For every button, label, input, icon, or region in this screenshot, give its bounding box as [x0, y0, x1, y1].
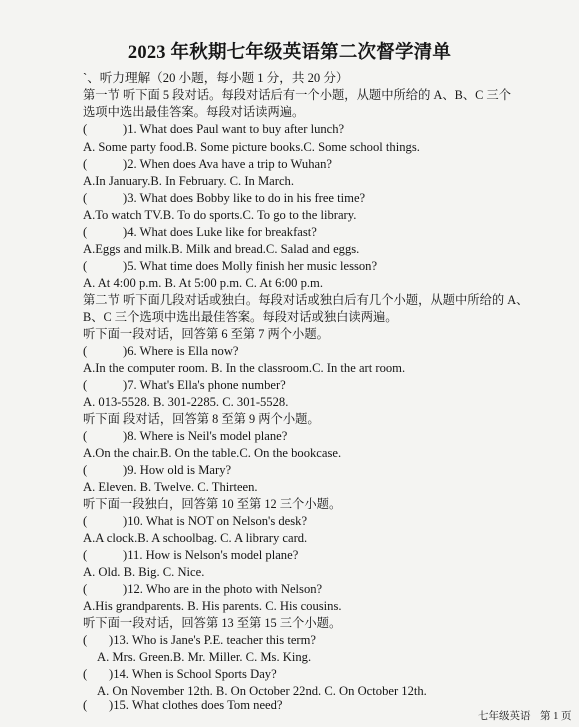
- part1-intro-line1: 第一节 听下面 5 段对话。每段对话后有一个小题，从题中所给的 A、B、C 三个: [83, 88, 512, 102]
- question-10-options: A.A clock.B. A schoolbag. C. A library card.: [83, 531, 308, 545]
- question-14: [83, 666, 277, 682]
- question-13: [83, 632, 316, 648]
- footer-page-number: 第 1 页: [540, 711, 572, 722]
- question-10: [83, 513, 307, 529]
- question-text: )15. What clothes does Tom need?: [109, 698, 283, 712]
- answer-bracket: (: [83, 191, 88, 205]
- page-title: 2023 年秋期七年级英语第二次督学清单: [127, 43, 452, 63]
- question-text: )5. What time does Molly finish her music lesson?: [123, 259, 378, 273]
- answer-bracket: (: [83, 514, 88, 528]
- question-6: [83, 343, 239, 359]
- question-5-options: A. At 4:00 p.m. B. At 5:00 p.m. C. At 6:00 p.m.: [83, 276, 324, 290]
- question-11: [83, 547, 298, 563]
- answer-bracket: (: [83, 225, 88, 239]
- question-2: [83, 156, 332, 172]
- question-text: )4. What does Luke like for breakfast?: [123, 225, 317, 239]
- group-instruction-6-7: 听下面一段对话，回答第 6 至第 7 两个小题。: [83, 327, 329, 341]
- question-text: )1. What does Paul want to buy after lunch?: [123, 122, 345, 136]
- answer-bracket: (: [83, 122, 88, 136]
- question-1-options: A. Some party food.B. Some picture books.C. Some school things.: [83, 140, 420, 154]
- question-8: [83, 428, 287, 444]
- question-12: [83, 581, 322, 597]
- question-15: [83, 697, 283, 713]
- answer-bracket: (: [83, 633, 88, 647]
- question-7: [83, 377, 286, 393]
- section-heading-text: 、听力理解（20 小题，每小题 1 分，共 20 分）: [87, 71, 349, 85]
- answer-bracket: (: [83, 259, 88, 273]
- part1-intro-line2: 选项中选出最佳答案。每段对话读两遍。: [83, 105, 305, 119]
- answer-bracket: (: [83, 463, 88, 477]
- question-text: )11. How is Nelson's model plane?: [123, 548, 299, 562]
- question-text: )2. When does Ava have a trip to Wuhan?: [123, 157, 332, 171]
- question-text: )12. Who are in the photo with Nelson?: [123, 582, 323, 596]
- answer-bracket: (: [83, 667, 88, 681]
- question-text: )14. When is School Sports Day?: [109, 667, 277, 681]
- question-text: )7. What's Ella's phone number?: [123, 378, 286, 392]
- question-9: [83, 462, 231, 478]
- question-11-options: A. Old. B. Big. C. Nice.: [83, 565, 205, 579]
- question-4: [83, 224, 317, 240]
- group-instruction-8-9: 听下面 段对话，回答第 8 至第 9 两个小题。: [83, 412, 320, 426]
- answer-bracket: (: [83, 582, 88, 596]
- answer-bracket: (: [83, 429, 88, 443]
- question-text: )3. What does Bobby like to do in his free time?: [123, 191, 366, 205]
- question-1: [83, 121, 344, 137]
- question-7-options: A. 013-5528. B. 301-2285. C. 301-5528.: [83, 395, 289, 409]
- question-2-options: A.In January.B. In February. C. In March.: [83, 174, 295, 188]
- question-9-options: A. Eleven. B. Twelve. C. Thirteen.: [83, 480, 258, 494]
- part2-intro-line1: 第二节 听下面几段对话或独白。每段对话或独白后有几个小题，从题中所给的 A、: [83, 293, 529, 307]
- answer-bracket: (: [83, 157, 88, 171]
- question-3: [83, 190, 365, 206]
- question-12-options: A.His grandparents. B. His parents. C. His cousins.: [83, 599, 342, 613]
- question-6-options: A.In the computer room. B. In the classroom.C. In the art room.: [83, 361, 406, 375]
- question-14-options: A. On November 12th. B. On October 22nd. C. On October 12th.: [97, 684, 427, 698]
- answer-bracket: (: [83, 548, 88, 562]
- question-text: )8. Where is Neil's model plane?: [123, 429, 288, 443]
- question-5: [83, 258, 377, 274]
- answer-bracket: (: [83, 344, 88, 358]
- answer-bracket: (: [83, 378, 88, 392]
- part2-intro-line2: B、C 三个选项中选出最佳答案。每段对话或独白读两遍。: [83, 310, 398, 324]
- footer-subject: 七年级英语: [478, 711, 531, 722]
- answer-bracket: (: [83, 698, 88, 712]
- group-instruction-13-15: 听下面一段对话，回答第 13 至第 15 三个小题。: [83, 616, 342, 630]
- question-text: )10. What is NOT on Nelson's desk?: [123, 514, 308, 528]
- question-4-options: A.Eggs and milk.B. Milk and bread.C. Salad and eggs.: [83, 242, 360, 256]
- section-heading: `、听力理解（20 小题，每小题 1 分，共 20 分）: [83, 71, 349, 85]
- question-3-options: A.To watch TV.B. To do sports.C. To go to the library.: [83, 208, 357, 222]
- question-8-options: A.On the chair.B. On the table.C. On the bookcase.: [83, 446, 342, 460]
- question-text: )9. How old is Mary?: [123, 463, 232, 477]
- question-13-options: A. Mrs. Green.B. Mr. Miller. C. Ms. King.: [97, 650, 312, 664]
- group-instruction-10-12: 听下面一段独白，回答第 10 至第 12 三个小题。: [83, 497, 342, 511]
- question-text: )6. Where is Ella now?: [123, 344, 239, 358]
- question-text: )13. Who is Jane's P.E. teacher this term?: [109, 633, 316, 647]
